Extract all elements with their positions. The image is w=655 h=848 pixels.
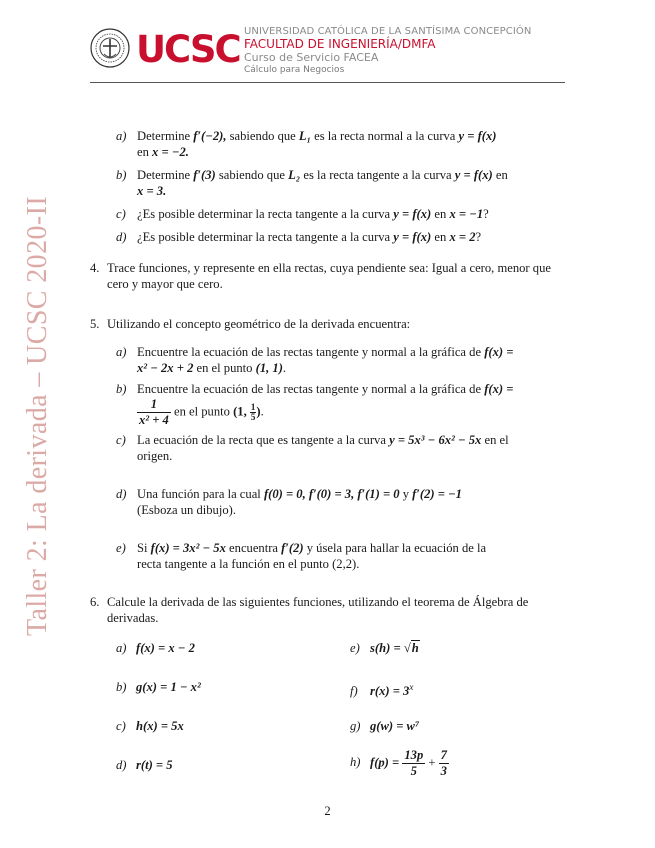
page-number: 2 (324, 804, 331, 818)
exercise-content (90, 128, 565, 790)
item6-f: f) $r(x) = 3^x$ (350, 682, 414, 699)
sidebar-title-text: Taller 2: La derivada – UCSC 2020-II (22, 195, 53, 637)
item5-a: a) Encuentre la ecuación de las rectas tangente y normal a la gráfica de f(x) = x² − 2x + 2 en el punto (1, 1). (116, 345, 514, 375)
item5-c: c) La ecuación de la recta que es tangente a la curva y = 5x³ − 6x² − 5x en el origen. (116, 433, 509, 463)
item5-e: e) Si f(x) = 3x² − 5x encuentra f′(2) y úsela para hallar la ecuación de la recta tangente a la función en el punto (2,2). (116, 541, 487, 571)
item3-b: b) Determine f′(3) sabiendo que L₂ es la recta tangente a la curva y = f(x) en x = 3. (116, 168, 508, 198)
page-header (90, 24, 565, 84)
item3-c: c) ¿Es posible determinar la recta tangente a la curva y = f(x) en x = −1? (116, 207, 489, 221)
item6-a: a) f(x) = x − 2 (116, 641, 195, 655)
ucsc-logo: UCSC (136, 28, 240, 71)
item3-d: d) ¿Es posible determinar la recta tangente a la curva y = f(x) en x = 2? (116, 230, 482, 244)
derivative-exercise-grid (90, 640, 565, 790)
subject-name: Cálculo para Negocios (244, 65, 345, 75)
item6-b: b) g(x) = 1 − x² (116, 680, 201, 694)
item6-d: d) r(t) = 5 (116, 758, 173, 772)
university-seal-icon (90, 28, 130, 68)
header-text (244, 26, 531, 77)
course-name: Curso de Servicio FACEA (244, 51, 379, 64)
item5-b: b) Encuentre la ecuación de las rectas tangente y normal a la gráfica de f(x) = $\frac{1}{\text{x² + 4}}$ en el punto (1, $\frac{1}{5}$ ). (116, 382, 514, 427)
item6-g: g) g(w) = w⁷ (350, 719, 420, 733)
item5: 5. Utilizando el concepto geométrico de la derivada encuentra: (90, 317, 411, 331)
fraction: $\frac{13p}{5}$ (404, 748, 424, 778)
item5-d: d) Una función para la cual f(0) = 0, f′(0) = 3, f′(1) = 0 y f′(2) = −1 (Esboza un dibujo). (116, 487, 462, 517)
item6-e: e) s(h) = √h (350, 641, 419, 655)
fraction: $\frac{1}{\text{x² + 4}}$ (139, 397, 169, 427)
item6-h: h) f(p) = $\frac{13p}{5}$ + $\frac{7}{3}$ (350, 748, 447, 778)
item6-c: c) h(x) = 5x (116, 719, 184, 733)
header-divider (90, 82, 565, 83)
item4: 4. Trace funciones, y represente en ella rectas, cuya pendiente sea: Igual a cero, menor que cero y mayor que cero. (90, 261, 551, 291)
item3-a: a) Determine f′(−2), sabiendo que L₁ es la recta normal a la curva y = f(x) en x = −2. (116, 129, 497, 159)
item6: 6. Calcule la derivada de las siguientes funciones, utilizando el teorema de Álgebra de derivadas. (90, 595, 529, 625)
university-name: UNIVERSIDAD CATÓLICA DE LA SANTÍSIMA CONCEPCIÓN (244, 26, 532, 37)
faculty-name: FACULTAD DE INGENIERÍA/DMFA (244, 37, 436, 51)
fraction: $\frac{1}{5}$ (250, 402, 256, 422)
fraction: $\frac{7}{3}$ (440, 748, 447, 778)
